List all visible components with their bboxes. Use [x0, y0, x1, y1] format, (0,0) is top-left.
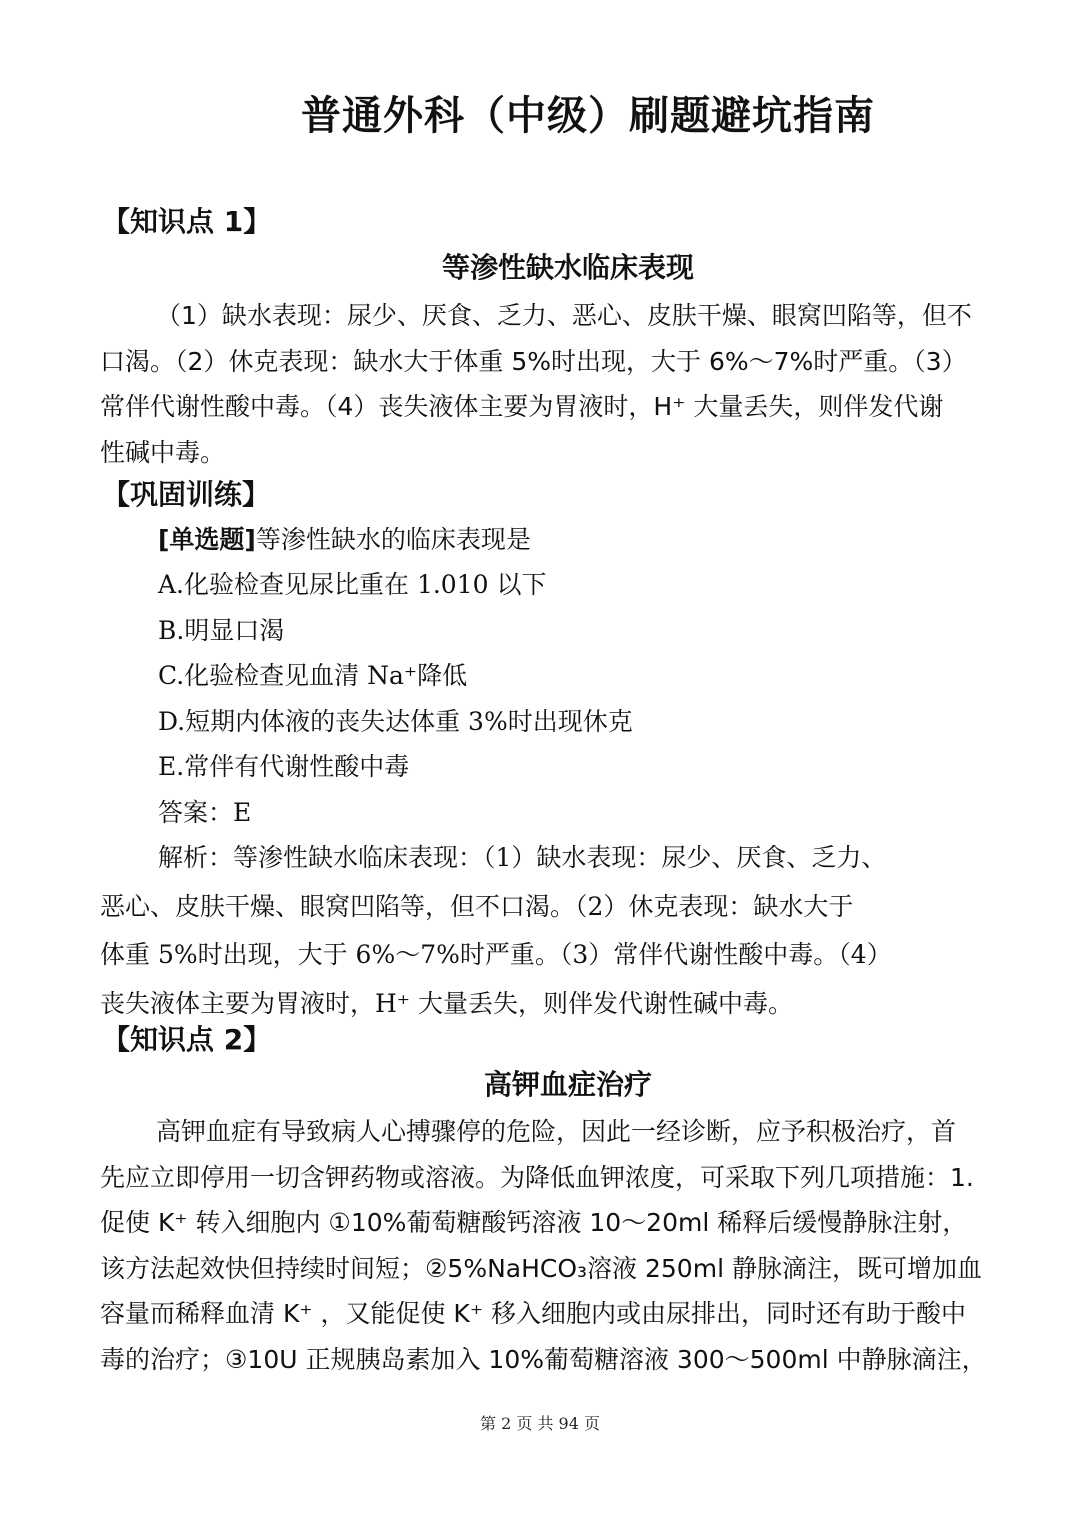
explanation-line: 体重 5%时出现，大于 6%～7%时严重。（3）常伴代谢性酸中毒。（4）	[100, 940, 892, 969]
paragraph-k2	[100, 1109, 987, 1383]
option-d: D.短期内体液的丧失达体重 3%时出现休克	[158, 707, 633, 736]
question-text: 等渗性缺水的临床表现是	[255, 525, 531, 554]
option-e: E.常伴有代谢性酸中毒	[158, 752, 410, 781]
section-heading-practice: 【巩固训练】	[102, 478, 271, 511]
explanation-line: 丧失液体主要为胃液时，H⁺ 大量丢失，则伴发代谢性碱中毒。	[100, 988, 793, 1018]
option-b: B.明显口渴	[158, 616, 285, 645]
paragraph-k1	[100, 293, 984, 475]
page-footer: 第 2 页 共 94 页	[480, 1414, 600, 1433]
paragraph-line: 该方法起效快但持续时间短；②5%NaHCO₃溶液 250ml 静脉滴注，既可增加血	[100, 1253, 982, 1283]
explanation-line: 恶心、皮肤干燥、眼窝凹陷等，但不口渴。（2）休克表现：缺水大于	[100, 891, 854, 921]
subtitle-k1: 等渗性缺水临床表现	[441, 251, 694, 284]
subtitle-k2: 高钾血症治疗	[483, 1068, 652, 1101]
paragraph-line: 性碱中毒。	[100, 437, 226, 467]
paragraph-line: 常伴代谢性酸中毒。（4）丧失液体主要为胃液时，H⁺ 大量丢失，则伴发代谢	[100, 392, 944, 421]
paragraph-line: 口渴。（2）休克表现：缺水大于体重 5%时出现，大于 6%～7%时严重。（3）	[100, 346, 967, 376]
paragraph-line: 毒的治疗；③10U 正规胰岛素加入 10%葡萄糖溶液 300～500ml 中静脉滴注，	[100, 1344, 987, 1374]
option-a: A.化验检查见尿比重在 1.010 以下	[158, 570, 547, 599]
section-heading-k1: 【知识点 1】	[102, 205, 272, 238]
paragraph-line: 容量而稀释血清 K⁺ ，又能促使 K⁺ 移入细胞内或由尿排出，同时还有助于酸中	[100, 1299, 966, 1329]
question	[158, 523, 531, 557]
page-title: 普通外科（中级）刷题避坑指南	[301, 93, 875, 139]
paragraph-line: 先应立即停用一切含钾药物或溶液。为降低血钾浓度，可采取下列几项措施：1.	[100, 1162, 974, 1192]
answer: 答案：E	[158, 798, 252, 827]
paragraph-line: 高钾血症有导致病人心搏骤停的危险，因此一经诊断，应予积极治疗，首	[156, 1117, 957, 1146]
section-heading-k2: 【知识点 2】	[102, 1023, 272, 1056]
option-c: C.化验检查见血清 Na⁺降低	[158, 661, 468, 690]
question-type-tag: [单选题]	[158, 525, 256, 554]
paragraph-line: （1）缺水表现：尿少、厌食、乏力、恶心、皮肤干燥、眼窝凹陷等，但不	[156, 301, 972, 330]
explanation-line: 解析：等渗性缺水临床表现：（1）缺水表现：尿少、厌食、乏力、	[158, 843, 887, 872]
explanation	[100, 834, 984, 1028]
paragraph-line: 促使 K⁺ 转入细胞内 ①10%葡萄糖酸钙溶液 10～20ml 稀释后缓慢静脉注射，	[100, 1208, 968, 1238]
